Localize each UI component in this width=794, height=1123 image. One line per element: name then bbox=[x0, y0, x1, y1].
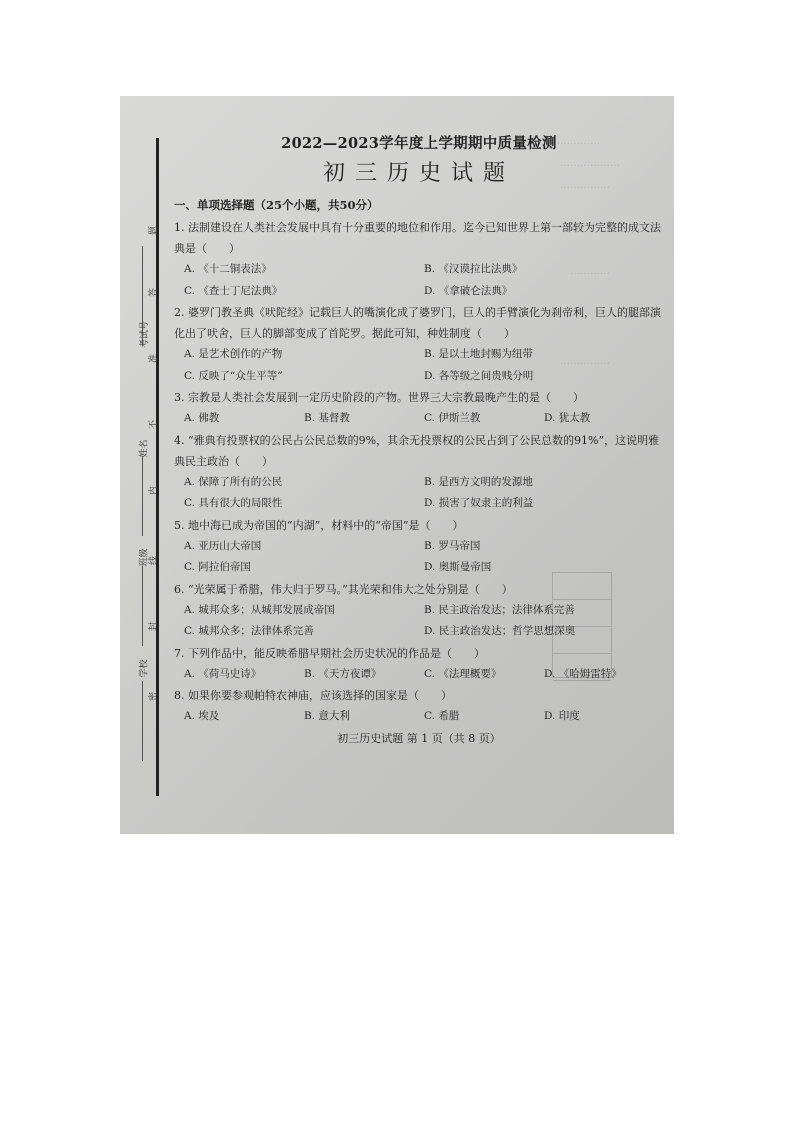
question-stem: 2. 婆罗门教圣典《吠陀经》记载巨人的嘴演化成了婆罗门，巨人的手臂演化为刹帝利，巨人的腿部演化出了吠舍，巨人的脚部变成了首陀罗。据此可知，种姓制度（ ） bbox=[174, 306, 661, 340]
binding-label: 准 bbox=[149, 353, 160, 364]
binding-label: 学校 bbox=[139, 659, 150, 678]
question-stem: 8. 如果你要参观帕特农神庙，应该选择的国家是（ ） bbox=[174, 689, 452, 702]
binding-rule bbox=[142, 566, 143, 646]
exam-photo: 题 答 考试号 准 不 姓名 内 班级 线 封 学校 密 …………… ……………… …………… ………… …………… 2022—2023学年度上学期期中质量检测 初三历史试题 一、单项选择题（25个小题，共50分） 1. 法制建设在人类社会发展中具有十分重要的地位和作用。迄今已知世界上第一部较为完整的成文法典是（ ） A. 《十二铜表法》 B. 《汉谟拉比法典》 C. 《查士丁尼法典》 D. 《拿破仑法典》 2. 婆罗门教圣典《吠陀经》记载巨人的嘴演化成了婆罗门，巨人的手臂演化为刹帝利，巨人的腿部演化出了吠舍，巨人的脚部变成了首陀罗。据此可知，种姓制度（ ） A. 是艺术创作的产物 B. 是以土地封赐为纽带 C. 反映了“众生平等” D. 各等级之间贵贱分明 3. 宗教是人类社会发展到一定历史阶段的产物。世界三大宗教最晚产生的是（ ） A. 佛教 B. 基督教 C. 伊斯兰教 D. 犹太教 4. “雅典有投票权的公民占公民总数的9%，其余无投票权的公民占到了公民总数的91%”，这说明雅典民主政治（ ） A. 保障了所有的公民 B. 是西方文明的发源地 C. 具有很大的局限性 D. 损害了奴隶主的利益 5. 地中海已成为帝国的“内湖”，材料中的“帝国”是（ ） A. 亚历山大帝国 B. 罗马帝国 C. 阿拉伯帝国 D. 奥斯曼帝国 6. “光荣属于希腊，伟大归于罗马。”其光荣和伟大之处分别是（ ） A. 城邦众多；从城邦发展成帝国 B. 民主政治发达；法律体系完善 C. 城邦众多；法律体系完善 D. 民主政治发达；哲学思想深奥 7. 下列作品中，能反映希腊早期社会历史状况的作品是（ ） A. 《荷马史诗》 B. 《天方夜谭》 C. 《法理概要》 D. 《哈姆雷特》 8. 如果你要参观帕特农神庙，应该选择的国家是（ ） A. 埃及 B. 意大利 C. 希腊 D. 印度 初三历史试题 第 1 页（共 8 页） bbox=[120, 96, 674, 834]
question bbox=[174, 643, 664, 686]
option: C. 《法理概要》 bbox=[424, 667, 502, 680]
question-stem: 5. 地中海已成为帝国的“内湖”，材料中的“帝国”是（ ） bbox=[174, 518, 464, 532]
option: A. 保障了所有的公民 bbox=[184, 475, 283, 488]
option: C. 具有很大的局限性 bbox=[184, 497, 283, 509]
binding-label: 姓名 bbox=[139, 439, 150, 458]
question bbox=[174, 302, 664, 387]
question-stem: 6. “光荣属于希腊，伟大归于罗马。”其光荣和伟大之处分别是（ ） bbox=[174, 582, 513, 596]
option: D. 民主政治发达；哲学思想深奥 bbox=[424, 625, 576, 637]
binding-label: 题 bbox=[149, 225, 160, 236]
binding-label: 考试号 bbox=[140, 320, 151, 349]
option: B. 意大利 bbox=[304, 710, 350, 722]
option: A. 城邦众多；从城邦发展成帝国 bbox=[184, 603, 335, 616]
option: C. 希腊 bbox=[424, 710, 460, 722]
option: A. 埃及 bbox=[184, 710, 220, 722]
binding-label: 线 bbox=[149, 555, 160, 566]
option: B. 是以土地封赐为纽带 bbox=[424, 348, 533, 360]
option: C. 伊斯兰教 bbox=[424, 412, 481, 424]
option: D. 犹太教 bbox=[544, 412, 591, 424]
option: D. 奥斯曼帝国 bbox=[424, 561, 492, 573]
option: B. 是西方文明的发源地 bbox=[424, 475, 533, 488]
question bbox=[174, 579, 664, 643]
option-list bbox=[174, 259, 664, 302]
option: B. 《天方夜谭》 bbox=[304, 667, 382, 680]
exam-sheet bbox=[174, 132, 664, 746]
binding-label: 封 bbox=[149, 621, 160, 632]
option-list bbox=[174, 408, 664, 430]
option: D. 《拿破仑法典》 bbox=[424, 284, 513, 297]
option-list bbox=[174, 664, 664, 686]
question bbox=[174, 685, 664, 728]
option: A. 《十二铜表法》 bbox=[184, 263, 272, 275]
subject-title: 初三历史试题 bbox=[322, 161, 515, 186]
option: B. 基督教 bbox=[304, 412, 350, 424]
option: C. 《查士丁尼法典》 bbox=[184, 284, 283, 297]
page-footer: 初三历史试题 第 1 页（共 8 页） bbox=[337, 731, 501, 745]
question-stem: 3. 宗教是人类社会发展到一定历史阶段的产物。世界三大宗教最晚产生的是（ ） bbox=[174, 391, 584, 404]
question bbox=[174, 217, 664, 302]
option-list bbox=[174, 536, 664, 579]
option: D. 《哈姆雷特》 bbox=[544, 667, 622, 680]
option: C. 阿拉伯帝国 bbox=[184, 561, 251, 573]
question bbox=[174, 430, 664, 515]
option: C. 反映了“众生平等” bbox=[184, 369, 283, 382]
option-list bbox=[174, 472, 664, 515]
section-title: 一、单项选择题（25个小题，共50分） bbox=[174, 198, 379, 212]
option: A. 佛教 bbox=[184, 412, 220, 424]
option-list bbox=[174, 344, 664, 387]
exam-title: 2022—2023学年度上学期期中质量检测 bbox=[281, 135, 557, 152]
option: B. 《汉谟拉比法典》 bbox=[424, 263, 523, 275]
option: A. 亚历山大帝国 bbox=[184, 539, 262, 552]
binding-label: 不 bbox=[149, 419, 160, 430]
option: A. 《荷马史诗》 bbox=[184, 667, 262, 680]
option-list bbox=[174, 600, 664, 643]
option: B. 民主政治发达；法律体系完善 bbox=[424, 603, 575, 616]
option: C. 城邦众多；法律体系完善 bbox=[184, 625, 314, 637]
question-stem: 4. “雅典有投票权的公民占公民总数的9%，其余无投票权的公民占到了公民总数的91%”，这说明雅典民主政治（ ） bbox=[174, 433, 660, 468]
binding-rule bbox=[142, 456, 143, 536]
option: A. 是艺术创作的产物 bbox=[184, 348, 283, 360]
binding-label: 内 bbox=[149, 485, 160, 496]
option: D. 损害了奴隶主的利益 bbox=[424, 497, 534, 509]
option: D. 印度 bbox=[544, 710, 580, 722]
binding-label: 答 bbox=[149, 287, 160, 298]
question-stem: 7. 下列作品中，能反映希腊早期社会历史状况的作品是（ ） bbox=[174, 646, 485, 660]
question bbox=[174, 515, 664, 579]
option: B. 罗马帝国 bbox=[424, 539, 481, 552]
question bbox=[174, 387, 664, 430]
binding-label: 密 bbox=[149, 691, 160, 702]
question-stem: 1. 法制建设在人类社会发展中具有十分重要的地位和作用。迄今已知世界上第一部较为完整的成文法典是（ ） bbox=[174, 221, 661, 255]
option-list bbox=[174, 706, 664, 728]
option: D. 各等级之间贵贱分明 bbox=[424, 369, 534, 382]
binding-label: 班级 bbox=[139, 548, 150, 567]
binding-rule bbox=[142, 681, 143, 761]
